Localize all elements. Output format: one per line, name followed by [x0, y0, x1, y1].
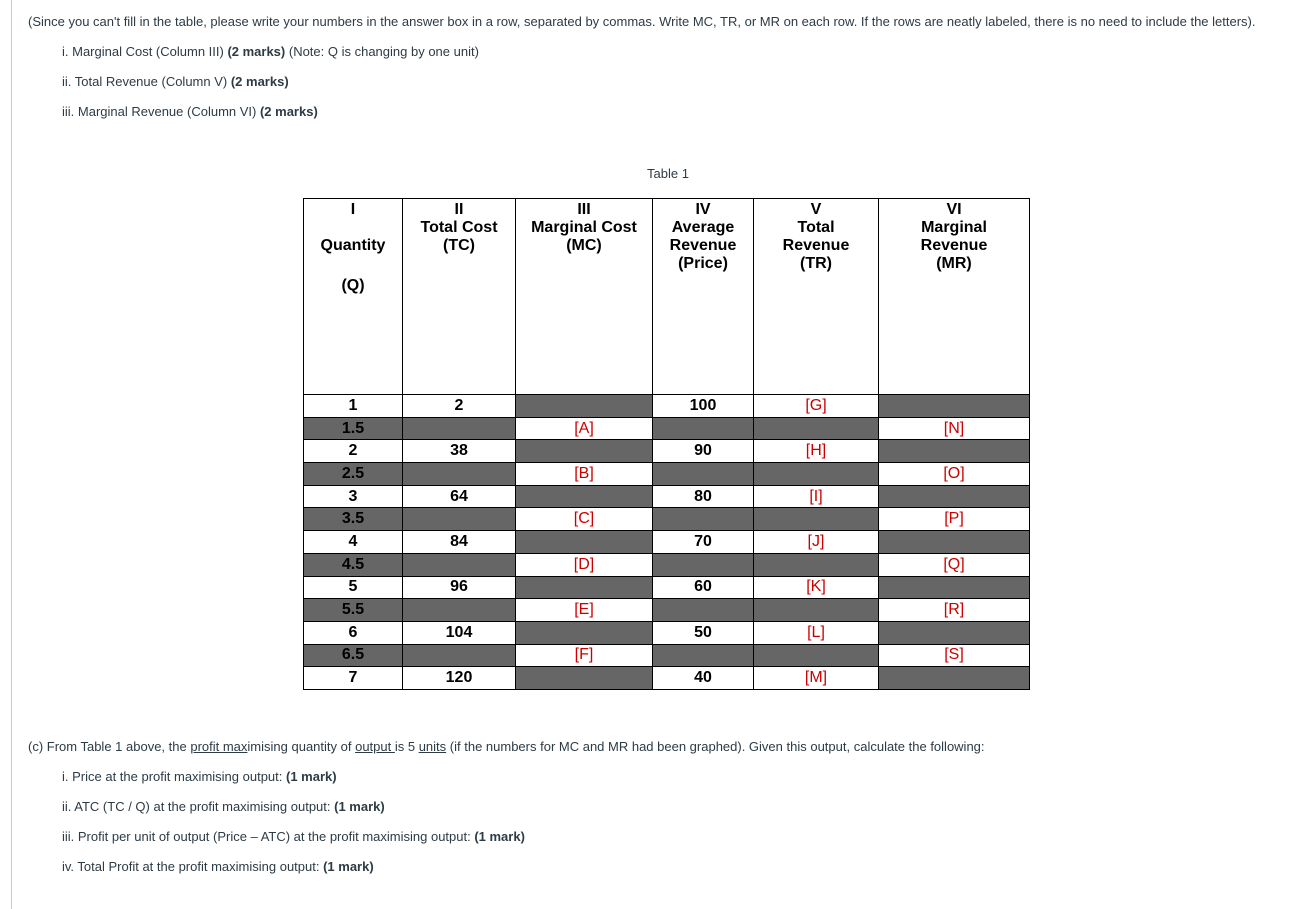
cell-quantity: 5: [304, 576, 403, 599]
cell-total-cost: 104: [403, 621, 516, 644]
cell-marginal-revenue: [O]: [879, 463, 1030, 486]
cell-marginal-revenue: [Q]: [879, 553, 1030, 576]
cell-quantity: 3.5: [304, 508, 403, 531]
cell-total-revenue: [754, 463, 879, 486]
cell-total-cost: [403, 599, 516, 622]
table-row: [304, 417, 1030, 440]
cell-total-revenue: [754, 553, 879, 576]
cell-total-revenue: [G]: [754, 395, 879, 418]
cell-marginal-cost: [516, 667, 653, 690]
cell-total-cost: 38: [403, 440, 516, 463]
table-row: [304, 553, 1030, 576]
table-row: [304, 576, 1030, 599]
cell-quantity: 1: [304, 395, 403, 418]
cell-total-revenue: [754, 417, 879, 440]
cell-total-cost: 84: [403, 531, 516, 554]
cell-marginal-revenue: [N]: [879, 417, 1030, 440]
header-total-cost: II Total Cost (TC): [403, 199, 516, 395]
cell-marginal-cost: [D]: [516, 553, 653, 576]
cell-quantity: 1.5: [304, 417, 403, 440]
cell-total-cost: 120: [403, 667, 516, 690]
cell-marginal-cost: [516, 531, 653, 554]
cell-marginal-revenue: [P]: [879, 508, 1030, 531]
table-row: [304, 440, 1030, 463]
cell-marginal-revenue: [879, 440, 1030, 463]
cell-quantity: 2.5: [304, 463, 403, 486]
cell-total-cost: [403, 644, 516, 667]
question-b-ii: ii. Total Revenue (Column V) (2 marks): [62, 74, 289, 89]
cell-total-revenue: [L]: [754, 621, 879, 644]
cell-average-revenue: [653, 508, 754, 531]
cell-marginal-cost: [516, 395, 653, 418]
cell-total-cost: 64: [403, 485, 516, 508]
table-row: [304, 463, 1030, 486]
cell-total-revenue: [H]: [754, 440, 879, 463]
table-row: [304, 508, 1030, 531]
cell-quantity: 4: [304, 531, 403, 554]
cell-marginal-revenue: [879, 531, 1030, 554]
table-header-row: [304, 199, 1030, 395]
header-marginal-cost: III Marginal Cost (MC): [516, 199, 653, 395]
part-c-intro: (c) From Table 1 above, the profit maximising quantity of output is 5 units (if the numbers for MC and MR had been graphed). Given this output, calculate the following:: [28, 739, 985, 754]
cell-average-revenue: [653, 553, 754, 576]
cell-marginal-revenue: [879, 621, 1030, 644]
question-b-iii: iii. Marginal Revenue (Column VI) (2 marks): [62, 104, 318, 119]
header-quantity: I Quantity (Q): [304, 199, 403, 395]
cell-total-revenue: [K]: [754, 576, 879, 599]
cell-total-cost: 2: [403, 395, 516, 418]
cell-marginal-cost: [516, 485, 653, 508]
question-b-i: i. Marginal Cost (Column III) (2 marks) (Note: Q is changing by one unit): [62, 44, 479, 59]
cell-marginal-cost: [A]: [516, 417, 653, 440]
cell-average-revenue: [653, 417, 754, 440]
cell-marginal-cost: [C]: [516, 508, 653, 531]
cell-average-revenue: 90: [653, 440, 754, 463]
question-c-ii: ii. ATC (TC / Q) at the profit maximising output: (1 mark): [62, 799, 385, 814]
table-row: [304, 531, 1030, 554]
table-row: [304, 599, 1030, 622]
cell-marginal-cost: [E]: [516, 599, 653, 622]
table-row: [304, 395, 1030, 418]
cell-marginal-cost: [516, 621, 653, 644]
cell-average-revenue: 50: [653, 621, 754, 644]
cell-marginal-cost: [516, 440, 653, 463]
cell-total-revenue: [754, 508, 879, 531]
cell-total-cost: [403, 553, 516, 576]
cell-quantity: 6.5: [304, 644, 403, 667]
cell-marginal-revenue: [879, 485, 1030, 508]
cell-average-revenue: [653, 599, 754, 622]
cell-marginal-cost: [B]: [516, 463, 653, 486]
cell-average-revenue: 40: [653, 667, 754, 690]
question-c-iv: iv. Total Profit at the profit maximising output: (1 mark): [62, 859, 374, 874]
cell-marginal-cost: [F]: [516, 644, 653, 667]
question-c-i: i. Price at the profit maximising output: (1 mark): [62, 769, 337, 784]
cell-quantity: 2: [304, 440, 403, 463]
cell-total-revenue: [754, 599, 879, 622]
cell-average-revenue: 100: [653, 395, 754, 418]
cell-average-revenue: 60: [653, 576, 754, 599]
cell-total-revenue: [J]: [754, 531, 879, 554]
cell-marginal-revenue: [879, 576, 1030, 599]
cell-average-revenue: [653, 644, 754, 667]
header-marginal-revenue: VI Marginal Revenue (MR): [879, 199, 1030, 395]
table-1: [303, 198, 1030, 690]
cell-quantity: 7: [304, 667, 403, 690]
table-caption: Table 1: [647, 166, 689, 181]
cell-average-revenue: [653, 463, 754, 486]
cell-total-revenue: [I]: [754, 485, 879, 508]
header-total-revenue: V Total Revenue (TR): [754, 199, 879, 395]
cell-quantity: 3: [304, 485, 403, 508]
cell-marginal-cost: [516, 576, 653, 599]
cell-marginal-revenue: [R]: [879, 599, 1030, 622]
cell-total-revenue: [754, 644, 879, 667]
cell-marginal-revenue: [879, 395, 1030, 418]
cell-marginal-revenue: [S]: [879, 644, 1030, 667]
table-row: [304, 485, 1030, 508]
header-average-revenue: IV Average Revenue (Price): [653, 199, 754, 395]
cell-quantity: 4.5: [304, 553, 403, 576]
cell-total-cost: [403, 463, 516, 486]
instructions-text: (Since you can't fill in the table, please write your numbers in the answer box in a row, separated by commas. Write MC, TR, or MR on each row. If the rows are neatly labeled, there is no need to include the letters).: [28, 14, 1256, 29]
cell-total-cost: 96: [403, 576, 516, 599]
table-row: [304, 667, 1030, 690]
cell-total-revenue: [M]: [754, 667, 879, 690]
table-row: [304, 644, 1030, 667]
cell-quantity: 5.5: [304, 599, 403, 622]
cell-average-revenue: 80: [653, 485, 754, 508]
table-row: [304, 621, 1030, 644]
cell-total-cost: [403, 508, 516, 531]
cell-average-revenue: 70: [653, 531, 754, 554]
question-c-iii: iii. Profit per unit of output (Price – ATC) at the profit maximising output: (1 mark): [62, 829, 525, 844]
cell-quantity: 6: [304, 621, 403, 644]
cell-total-cost: [403, 417, 516, 440]
cell-marginal-revenue: [879, 667, 1030, 690]
